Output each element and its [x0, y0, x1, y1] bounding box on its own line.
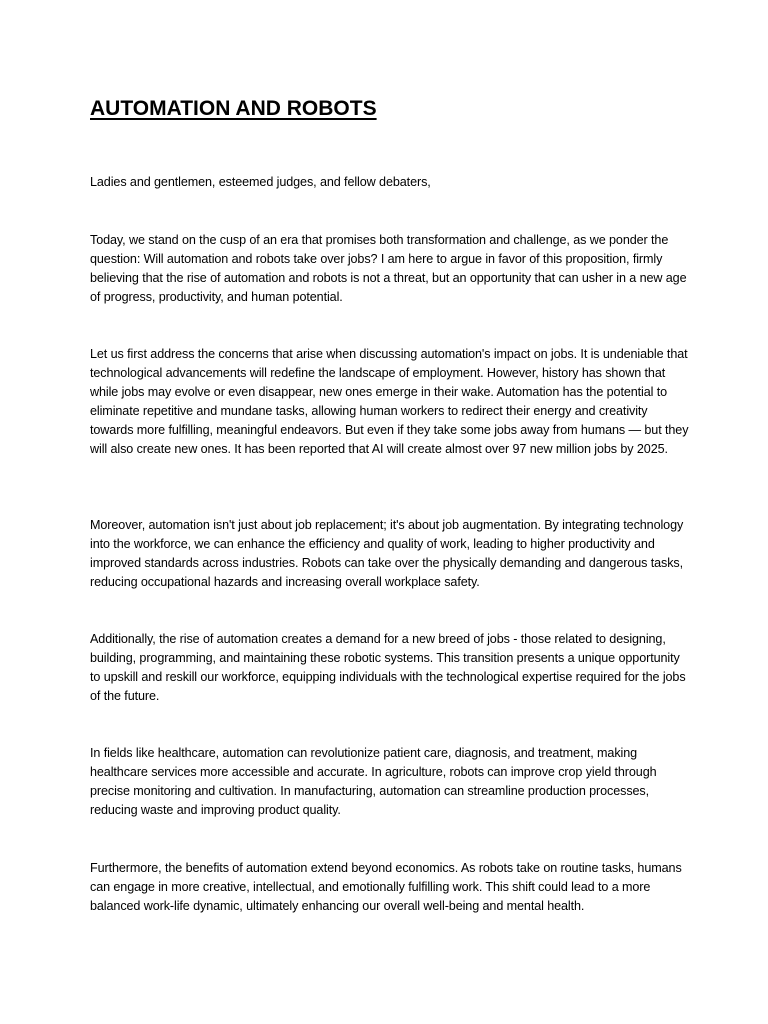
paragraph-well-being: Furthermore, the benefits of automation extend beyond economics. As robots take on routine tasks, humans can engage in more creative, intellectual, and emotionally fulfilling work. This shift could lead to a more balanced work-life dynamic, ultimately enhancing our overall well-being and mental health.: [90, 861, 682, 913]
paragraph-concerns: Let us first address the concerns that arise when discussing automation's impact on jobs. It is undeniable that technological advancements will redefine the landscape of employment. However, history has shown that while jobs may evolve or even disappear, new ones emerge in their wake. Automation has the potential to eliminate repetitive and mundane tasks, allowing human workers to redirect their energy and creativity towards more fulfilling, meaningful endeavors. But even if they take some jobs away from humans — but they will also create new ones. It has been reported that AI will create almost over 97 new million jobs by 2025.: [90, 347, 689, 456]
paragraph-new-jobs: Additionally, the rise of automation creates a demand for a new breed of jobs - those related to designing, building, programming, and maintaining these robotic systems. This transition presents a unique opportunity to upskill and reskill our workforce, equipping individuals with the technological expertise required for the jobs of the future.: [90, 632, 686, 703]
paragraph-introduction: Today, we stand on the cusp of an era that promises both transformation and challenge, as we ponder the question: Will automation and robots take over jobs? I am here to argue in favor of this proposition, firmly believing that the rise of automation and robots is not a threat, but an opportunity that can usher in a new age of progress, productivity, and human potential.: [90, 233, 687, 304]
paragraph-augmentation: Moreover, automation isn't just about job replacement; it's about job augmentation. By integrating technology into the workforce, we can enhance the efficiency and quality of work, leading to higher productivity and improved standards across industries. Robots can take over the physically demanding and dangerous tasks, reducing occupational hazards and increasing overall workplace safety.: [90, 518, 684, 589]
paragraph-greeting: Ladies and gentlemen, esteemed judges, and fellow debaters,: [90, 175, 431, 189]
paragraph-industries: In fields like healthcare, automation can revolutionize patient care, diagnosis, and treatment, making healthcare services more accessible and accurate. In agriculture, robots can improve crop yield through precise monitoring and cultivation. In manufacturing, automation can streamline production processes, reducing waste and improving product quality.: [90, 746, 657, 817]
document-title: AUTOMATION AND ROBOTS: [90, 97, 377, 120]
